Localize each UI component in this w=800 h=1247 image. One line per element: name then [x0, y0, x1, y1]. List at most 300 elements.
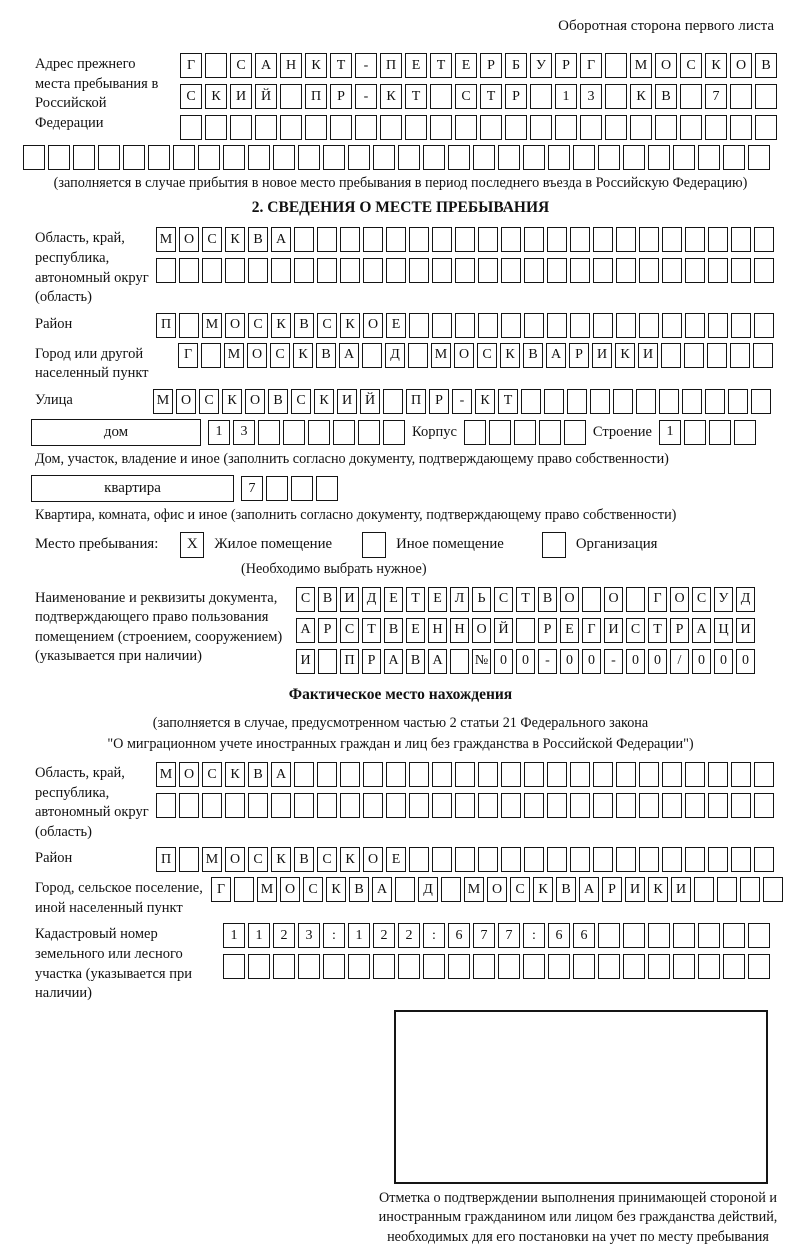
char-box[interactable]: [523, 145, 545, 170]
char-box[interactable]: М: [224, 343, 244, 368]
char-box[interactable]: Е: [406, 618, 425, 643]
char-box[interactable]: Р: [670, 618, 689, 643]
char-box[interactable]: Т: [405, 84, 427, 109]
char-box[interactable]: Е: [560, 618, 579, 643]
char-box[interactable]: Г: [648, 587, 667, 612]
char-box[interactable]: 0: [736, 649, 755, 674]
char-box[interactable]: [380, 115, 402, 140]
char-box[interactable]: [340, 793, 360, 818]
char-box[interactable]: [708, 313, 728, 338]
char-box[interactable]: [248, 954, 270, 979]
char-box[interactable]: [505, 115, 527, 140]
char-box[interactable]: Т: [480, 84, 502, 109]
char-box[interactable]: П: [380, 53, 402, 78]
char-box[interactable]: :: [423, 923, 445, 948]
char-box[interactable]: 7: [473, 923, 495, 948]
char-box[interactable]: П: [156, 847, 176, 872]
char-box[interactable]: [448, 954, 470, 979]
char-box[interactable]: [398, 954, 420, 979]
char-box[interactable]: [708, 762, 728, 787]
char-box[interactable]: [340, 227, 360, 252]
char-box[interactable]: С: [455, 84, 477, 109]
char-box[interactable]: [616, 313, 636, 338]
char-box[interactable]: Т: [430, 53, 452, 78]
char-box[interactable]: [501, 762, 521, 787]
char-box[interactable]: 6: [448, 923, 470, 948]
char-box[interactable]: Т: [406, 587, 425, 612]
char-box[interactable]: [225, 258, 245, 283]
char-box[interactable]: [501, 847, 521, 872]
char-box[interactable]: С: [296, 587, 315, 612]
char-box[interactable]: [755, 84, 777, 109]
char-box[interactable]: [271, 258, 291, 283]
char-box[interactable]: 1: [208, 420, 230, 445]
char-box[interactable]: Г: [178, 343, 198, 368]
char-box[interactable]: С: [317, 847, 337, 872]
char-box[interactable]: [685, 847, 705, 872]
char-box[interactable]: М: [257, 877, 277, 902]
char-box[interactable]: [708, 227, 728, 252]
char-box[interactable]: [179, 793, 199, 818]
char-box[interactable]: [478, 762, 498, 787]
char-box[interactable]: -: [452, 389, 472, 414]
char-box[interactable]: В: [294, 847, 314, 872]
char-box[interactable]: [740, 877, 760, 902]
char-box[interactable]: [98, 145, 120, 170]
char-box[interactable]: [271, 793, 291, 818]
char-box[interactable]: И: [340, 587, 359, 612]
char-box[interactable]: Т: [362, 618, 381, 643]
char-box[interactable]: С: [248, 313, 268, 338]
char-box[interactable]: С: [248, 847, 268, 872]
char-box[interactable]: К: [305, 53, 327, 78]
char-box[interactable]: [731, 258, 751, 283]
char-box[interactable]: [409, 847, 429, 872]
char-box[interactable]: В: [268, 389, 288, 414]
char-box[interactable]: [294, 227, 314, 252]
char-box[interactable]: №: [472, 649, 491, 674]
char-box[interactable]: [659, 389, 679, 414]
char-box[interactable]: [547, 762, 567, 787]
char-box[interactable]: [590, 389, 610, 414]
char-box[interactable]: 0: [582, 649, 601, 674]
char-box[interactable]: 7: [241, 476, 263, 501]
char-box[interactable]: Й: [360, 389, 380, 414]
char-box[interactable]: [489, 420, 511, 445]
char-box[interactable]: [708, 847, 728, 872]
char-box[interactable]: О: [225, 313, 245, 338]
char-box[interactable]: М: [431, 343, 451, 368]
char-box[interactable]: [582, 587, 601, 612]
char-box[interactable]: [616, 762, 636, 787]
char-box[interactable]: М: [153, 389, 173, 414]
char-box[interactable]: [258, 420, 280, 445]
char-box[interactable]: О: [176, 389, 196, 414]
char-box[interactable]: Г: [582, 618, 601, 643]
char-box[interactable]: Р: [602, 877, 622, 902]
char-box[interactable]: О: [655, 53, 677, 78]
char-box[interactable]: [450, 649, 469, 674]
char-box[interactable]: В: [523, 343, 543, 368]
char-box[interactable]: В: [294, 313, 314, 338]
char-box[interactable]: [340, 258, 360, 283]
char-box[interactable]: [298, 145, 320, 170]
char-box[interactable]: А: [271, 227, 291, 252]
char-box[interactable]: [636, 389, 656, 414]
char-box[interactable]: [455, 793, 475, 818]
char-box[interactable]: [639, 793, 659, 818]
char-box[interactable]: С: [692, 587, 711, 612]
char-box[interactable]: О: [487, 877, 507, 902]
char-box[interactable]: М: [202, 847, 222, 872]
char-box[interactable]: [524, 227, 544, 252]
char-box[interactable]: [573, 145, 595, 170]
char-box[interactable]: 0: [648, 649, 667, 674]
char-box[interactable]: [616, 258, 636, 283]
char-box[interactable]: [731, 847, 751, 872]
char-box[interactable]: 0: [692, 649, 711, 674]
char-box[interactable]: [539, 420, 561, 445]
char-box[interactable]: А: [692, 618, 711, 643]
char-box[interactable]: [754, 258, 774, 283]
char-box[interactable]: В: [755, 53, 777, 78]
char-box[interactable]: Е: [386, 847, 406, 872]
char-box[interactable]: К: [705, 53, 727, 78]
char-box[interactable]: [567, 389, 587, 414]
char-box[interactable]: [524, 258, 544, 283]
char-box[interactable]: [180, 115, 202, 140]
char-box[interactable]: С: [180, 84, 202, 109]
char-box[interactable]: [514, 420, 536, 445]
char-box[interactable]: [430, 115, 452, 140]
char-box[interactable]: [348, 145, 370, 170]
char-box[interactable]: [705, 115, 727, 140]
char-box[interactable]: [294, 793, 314, 818]
char-box[interactable]: [478, 313, 498, 338]
char-box[interactable]: [685, 313, 705, 338]
char-box[interactable]: [432, 793, 452, 818]
char-box[interactable]: Д: [385, 343, 405, 368]
char-box[interactable]: К: [630, 84, 652, 109]
char-box[interactable]: 2: [273, 923, 295, 948]
char-box[interactable]: [464, 420, 486, 445]
char-box[interactable]: У: [714, 587, 733, 612]
char-box[interactable]: [386, 227, 406, 252]
char-box[interactable]: [201, 343, 221, 368]
char-box[interactable]: К: [271, 313, 291, 338]
char-box[interactable]: 3: [233, 420, 255, 445]
char-box[interactable]: 6: [573, 923, 595, 948]
char-box[interactable]: Г: [580, 53, 602, 78]
char-box[interactable]: [605, 53, 627, 78]
char-box[interactable]: С: [510, 877, 530, 902]
char-box[interactable]: 0: [494, 649, 513, 674]
char-box[interactable]: А: [384, 649, 403, 674]
char-box[interactable]: [748, 954, 770, 979]
char-box[interactable]: :: [323, 923, 345, 948]
char-box[interactable]: [432, 762, 452, 787]
char-box[interactable]: [655, 115, 677, 140]
char-box[interactable]: С: [291, 389, 311, 414]
char-box[interactable]: [248, 145, 270, 170]
char-box[interactable]: Д: [362, 587, 381, 612]
char-box[interactable]: [648, 145, 670, 170]
char-box[interactable]: [698, 145, 720, 170]
char-box[interactable]: И: [736, 618, 755, 643]
char-box[interactable]: [355, 115, 377, 140]
char-box[interactable]: [708, 793, 728, 818]
char-box[interactable]: И: [671, 877, 691, 902]
char-box[interactable]: [225, 793, 245, 818]
house-type-field[interactable]: дом: [31, 419, 201, 446]
char-box[interactable]: И: [638, 343, 658, 368]
char-box[interactable]: [613, 389, 633, 414]
char-box[interactable]: [573, 954, 595, 979]
char-box[interactable]: [156, 793, 176, 818]
char-box[interactable]: М: [464, 877, 484, 902]
char-box[interactable]: [398, 145, 420, 170]
char-box[interactable]: [323, 145, 345, 170]
char-box[interactable]: П: [340, 649, 359, 674]
char-box[interactable]: О: [670, 587, 689, 612]
char-box[interactable]: Е: [384, 587, 403, 612]
char-box[interactable]: Е: [386, 313, 406, 338]
char-box[interactable]: [593, 227, 613, 252]
char-box[interactable]: Й: [255, 84, 277, 109]
char-box[interactable]: [524, 793, 544, 818]
char-box[interactable]: 7: [498, 923, 520, 948]
char-box[interactable]: [362, 343, 382, 368]
char-box[interactable]: О: [454, 343, 474, 368]
char-box[interactable]: М: [202, 313, 222, 338]
char-box[interactable]: [662, 227, 682, 252]
char-box[interactable]: В: [384, 618, 403, 643]
char-box[interactable]: [383, 389, 403, 414]
char-box[interactable]: П: [406, 389, 426, 414]
char-box[interactable]: А: [579, 877, 599, 902]
char-box[interactable]: [156, 258, 176, 283]
char-box[interactable]: В: [538, 587, 557, 612]
char-box[interactable]: [662, 762, 682, 787]
char-box[interactable]: [317, 762, 337, 787]
char-box[interactable]: [547, 227, 567, 252]
char-box[interactable]: [280, 84, 302, 109]
char-box[interactable]: О: [225, 847, 245, 872]
char-box[interactable]: 0: [516, 649, 535, 674]
char-box[interactable]: [524, 847, 544, 872]
char-box[interactable]: [530, 84, 552, 109]
char-box[interactable]: [405, 115, 427, 140]
char-box[interactable]: К: [271, 847, 291, 872]
char-box[interactable]: М: [156, 227, 176, 252]
char-box[interactable]: А: [546, 343, 566, 368]
char-box[interactable]: [580, 115, 602, 140]
char-box[interactable]: С: [202, 227, 222, 252]
char-box[interactable]: С: [199, 389, 219, 414]
char-box[interactable]: [684, 343, 704, 368]
char-box[interactable]: [709, 420, 731, 445]
char-box[interactable]: [478, 793, 498, 818]
char-box[interactable]: Р: [569, 343, 589, 368]
char-box[interactable]: [605, 84, 627, 109]
char-box[interactable]: О: [560, 587, 579, 612]
char-box[interactable]: [639, 847, 659, 872]
char-box[interactable]: [707, 343, 727, 368]
char-box[interactable]: С: [680, 53, 702, 78]
char-box[interactable]: [730, 343, 750, 368]
char-box[interactable]: [639, 762, 659, 787]
char-box[interactable]: -: [604, 649, 623, 674]
char-box[interactable]: [73, 145, 95, 170]
char-box[interactable]: О: [363, 313, 383, 338]
char-box[interactable]: 6: [548, 923, 570, 948]
char-box[interactable]: К: [648, 877, 668, 902]
char-box[interactable]: [685, 227, 705, 252]
char-box[interactable]: [682, 389, 702, 414]
char-box[interactable]: [223, 954, 245, 979]
char-box[interactable]: М: [156, 762, 176, 787]
char-box[interactable]: [423, 145, 445, 170]
char-box[interactable]: [680, 115, 702, 140]
char-box[interactable]: [23, 145, 45, 170]
stay-type-checkbox-organization[interactable]: [542, 532, 566, 558]
char-box[interactable]: [516, 618, 535, 643]
char-box[interactable]: К: [326, 877, 346, 902]
char-box[interactable]: [409, 313, 429, 338]
char-box[interactable]: [623, 145, 645, 170]
char-box[interactable]: [616, 793, 636, 818]
char-box[interactable]: К: [225, 227, 245, 252]
char-box[interactable]: 1: [659, 420, 681, 445]
char-box[interactable]: [751, 389, 771, 414]
char-box[interactable]: [432, 313, 452, 338]
char-box[interactable]: [223, 145, 245, 170]
char-box[interactable]: [501, 313, 521, 338]
char-box[interactable]: [555, 115, 577, 140]
char-box[interactable]: Т: [516, 587, 535, 612]
char-box[interactable]: [763, 877, 783, 902]
char-box[interactable]: [598, 954, 620, 979]
char-box[interactable]: [593, 793, 613, 818]
char-box[interactable]: [593, 313, 613, 338]
char-box[interactable]: О: [604, 587, 623, 612]
char-box[interactable]: [317, 258, 337, 283]
char-box[interactable]: К: [533, 877, 553, 902]
char-box[interactable]: 3: [298, 923, 320, 948]
char-box[interactable]: [305, 115, 327, 140]
char-box[interactable]: Р: [362, 649, 381, 674]
char-box[interactable]: [173, 145, 195, 170]
char-box[interactable]: К: [380, 84, 402, 109]
char-box[interactable]: [205, 53, 227, 78]
char-box[interactable]: И: [230, 84, 252, 109]
char-box[interactable]: С: [317, 313, 337, 338]
char-box[interactable]: К: [293, 343, 313, 368]
char-box[interactable]: А: [372, 877, 392, 902]
char-box[interactable]: С: [202, 762, 222, 787]
char-box[interactable]: [616, 227, 636, 252]
char-box[interactable]: [498, 145, 520, 170]
char-box[interactable]: Е: [428, 587, 447, 612]
char-box[interactable]: Н: [450, 618, 469, 643]
char-box[interactable]: [547, 258, 567, 283]
char-box[interactable]: 0: [560, 649, 579, 674]
char-box[interactable]: В: [248, 762, 268, 787]
char-box[interactable]: [753, 343, 773, 368]
char-box[interactable]: -: [355, 53, 377, 78]
char-box[interactable]: [730, 84, 752, 109]
char-box[interactable]: И: [296, 649, 315, 674]
char-box[interactable]: [298, 954, 320, 979]
char-box[interactable]: [308, 420, 330, 445]
char-box[interactable]: [630, 115, 652, 140]
char-box[interactable]: [198, 145, 220, 170]
char-box[interactable]: [448, 145, 470, 170]
char-box[interactable]: [430, 84, 452, 109]
char-box[interactable]: О: [472, 618, 491, 643]
char-box[interactable]: Г: [211, 877, 231, 902]
char-box[interactable]: К: [222, 389, 242, 414]
char-box[interactable]: [330, 115, 352, 140]
char-box[interactable]: Б: [505, 53, 527, 78]
char-box[interactable]: [205, 115, 227, 140]
char-box[interactable]: [723, 923, 745, 948]
char-box[interactable]: [748, 923, 770, 948]
char-box[interactable]: В: [406, 649, 425, 674]
char-box[interactable]: В: [316, 343, 336, 368]
char-box[interactable]: [340, 762, 360, 787]
char-box[interactable]: Р: [330, 84, 352, 109]
char-box[interactable]: -: [355, 84, 377, 109]
char-box[interactable]: [432, 258, 452, 283]
char-box[interactable]: [673, 145, 695, 170]
char-box[interactable]: [685, 762, 705, 787]
char-box[interactable]: [323, 954, 345, 979]
char-box[interactable]: [685, 793, 705, 818]
char-box[interactable]: К: [314, 389, 334, 414]
char-box[interactable]: [662, 258, 682, 283]
char-box[interactable]: -: [538, 649, 557, 674]
char-box[interactable]: [432, 227, 452, 252]
char-box[interactable]: Р: [429, 389, 449, 414]
char-box[interactable]: [593, 258, 613, 283]
char-box[interactable]: [478, 847, 498, 872]
char-box[interactable]: И: [625, 877, 645, 902]
char-box[interactable]: К: [340, 313, 360, 338]
char-box[interactable]: [248, 793, 268, 818]
char-box[interactable]: [723, 145, 745, 170]
char-box[interactable]: 3: [580, 84, 602, 109]
char-box[interactable]: О: [247, 343, 267, 368]
char-box[interactable]: Ь: [472, 587, 491, 612]
char-box[interactable]: А: [255, 53, 277, 78]
char-box[interactable]: П: [305, 84, 327, 109]
char-box[interactable]: А: [428, 649, 447, 674]
char-box[interactable]: [731, 793, 751, 818]
char-box[interactable]: П: [156, 313, 176, 338]
char-box[interactable]: Т: [498, 389, 518, 414]
char-box[interactable]: И: [337, 389, 357, 414]
char-box[interactable]: [626, 587, 645, 612]
char-box[interactable]: [570, 762, 590, 787]
char-box[interactable]: [333, 420, 355, 445]
char-box[interactable]: О: [730, 53, 752, 78]
char-box[interactable]: [684, 420, 706, 445]
char-box[interactable]: [441, 877, 461, 902]
char-box[interactable]: [373, 145, 395, 170]
char-box[interactable]: Р: [318, 618, 337, 643]
char-box[interactable]: [698, 954, 720, 979]
